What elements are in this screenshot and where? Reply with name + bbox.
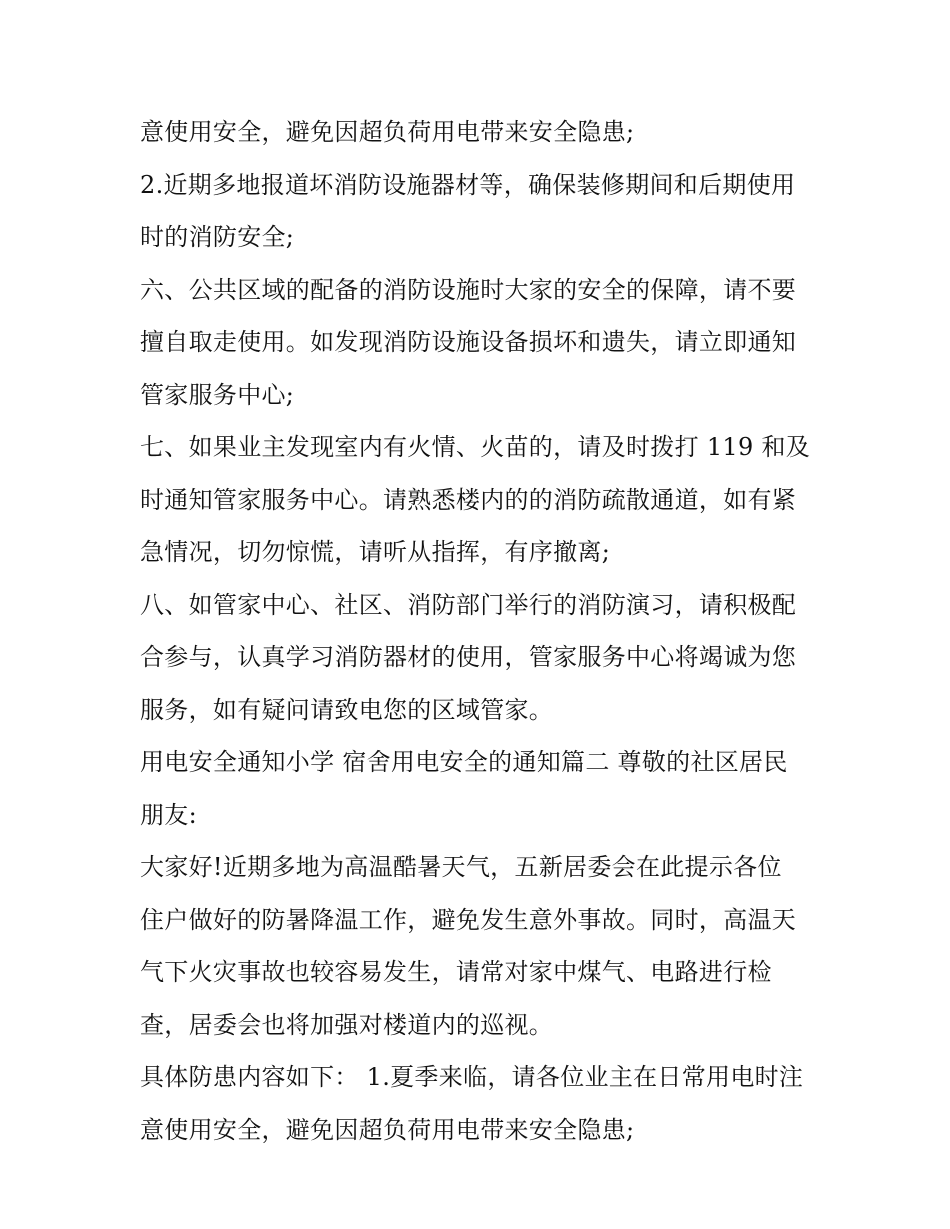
text-line: 服务，如有疑问请致电您的区域管家。: [140, 695, 554, 724]
text-line: 急情况，切勿惊慌，请听从指挥，有序撤离;: [140, 538, 611, 566]
text-line: 意使用安全，避免因超负荷用电带来安全隐患;: [140, 1115, 635, 1144]
text-line: 七、如果业主发现室内有火情、火苗的，请及时拨打 119 和及: [140, 433, 811, 461]
text-line: 六、公共区域的配备的消防设施时大家的安全的保障，请不要: [140, 275, 797, 304]
text-line: 时通知管家服务中心。请熟悉楼内的的消防疏散通道，如有紧: [140, 485, 797, 514]
document-body: [140, 106, 830, 1156]
text-line: 查，居委会也将加强对楼道内的巡视。: [140, 1010, 554, 1039]
text-line: 大家好!近期多地为高温酷暑天气，五新居委会在此提示各位: [140, 853, 782, 881]
text-line: 朋友:: [140, 800, 197, 829]
text-line: 管家服务中心;: [140, 380, 295, 409]
text-line: 住户做好的防暑降温工作，避免发生意外事故。同时，高温天: [140, 905, 797, 934]
text-line: 时的消防安全;: [140, 223, 295, 251]
text-line: 八、如管家中心、社区、消防部门举行的消防演习，请积极配: [140, 590, 797, 619]
text-line: 擅自取走使用。如发现消防设施设备损坏和遗失，请立即通知: [140, 328, 797, 356]
text-line: 意使用安全，避免因超负荷用电带来安全隐患;: [140, 118, 635, 146]
text-line: 用电安全通知小学 宿舍用电安全的通知篇二 尊敬的社区居民: [140, 748, 788, 776]
text-line: 具体防患内容如下： 1.夏季来临，请各位业主在日常用电时注: [140, 1063, 804, 1091]
text-line: 合参与，认真学习消防器材的使用，管家服务中心将竭诚为您: [140, 643, 797, 671]
text-line: 2.近期多地报道坏消防设施器材等，确保装修期间和后期使用: [140, 170, 796, 199]
text-line: 气下火灾事故也较容易发生，请常对家中煤气、电路进行检: [140, 958, 772, 986]
